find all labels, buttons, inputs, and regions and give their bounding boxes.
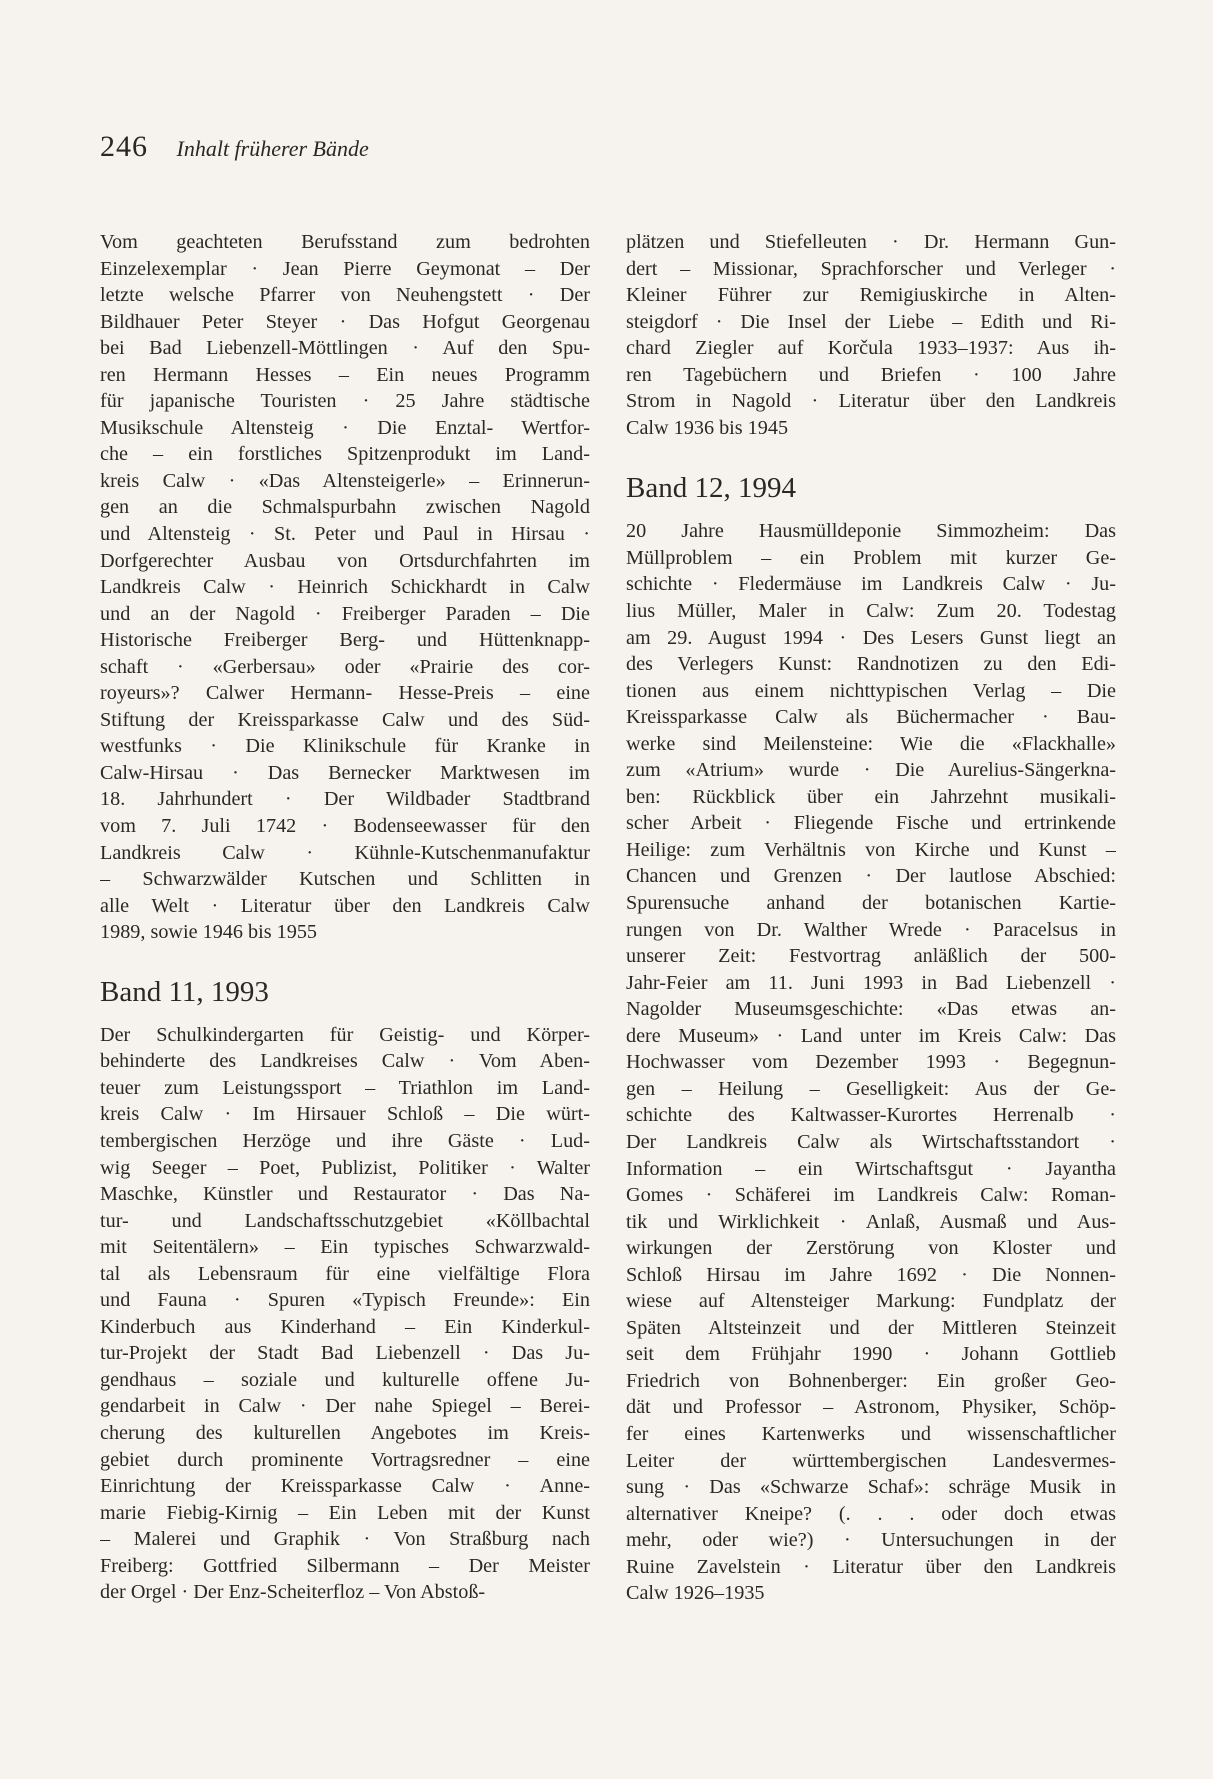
text-line: tik und Wirklichkeit · Anlaß, Ausmaß und Aus- (626, 1210, 1116, 1233)
text-line: ren Tagebüchern und Briefen · 100 Jahre (626, 363, 1116, 386)
text-line: und Altensteig · St. Peter und Paul in Hirsau · (100, 523, 590, 546)
text-line: schichte des Kaltwasser-Kurortes Herrenalb · (626, 1104, 1116, 1127)
text-line: mit Seitentälern» – Ein typisches Schwarzwald- (100, 1236, 590, 1259)
text-line: Späten Altsteinzeit und der Mittleren Steinzeit (626, 1316, 1116, 1339)
text-line: lius Müller, Maler in Calw: Zum 20. Todestag (626, 600, 1116, 623)
text-line: che – ein forstliches Spitzenprodukt im Land- (100, 443, 590, 466)
text-line: letzte welsche Pfarrer von Neuhengstett · Der (100, 284, 590, 307)
band-11-continued-text (626, 229, 1116, 441)
text-line: tur- und Landschaftsschutzgebiet «Köllbachtal (100, 1209, 590, 1232)
text-line: Calw 1926–1935 (626, 1582, 765, 1605)
text-line: westfunks · Die Klinikschule für Kranke in (100, 735, 590, 758)
text-line: plätzen und Stiefelleuten · Dr. Hermann Gun- (626, 231, 1116, 253)
text-line: Schloß Hirsau im Jahre 1692 · Die Nonnen- (626, 1263, 1116, 1286)
text-line: mehr, oder wie?) · Untersuchungen in der (626, 1529, 1116, 1552)
text-line: gendhaus – soziale und kulturelle offene Ju- (100, 1368, 590, 1391)
text-line: sung · Das «Schwarze Schaf»: schräge Musik in (626, 1476, 1116, 1499)
text-line: gendarbeit in Calw · Der nahe Spiegel – Berei- (100, 1395, 590, 1418)
text-line: Kleiner Führer zur Remigiuskirche in Alten- (626, 284, 1116, 307)
band-11-heading: Band 11, 1993 (100, 975, 269, 1008)
band-11-contents (100, 1022, 590, 1606)
text-line: Friedrich von Bohnenberger: Ein großer Geo- (626, 1369, 1116, 1392)
text-line: vom 7. Juli 1742 · Bodenseewasser für den (100, 815, 590, 838)
text-line: dere Museum» · Land unter im Kreis Calw: Das (626, 1024, 1116, 1047)
text-line: Kinderbuch aus Kinderhand – Ein Kinderkul- (100, 1315, 590, 1338)
text-line: Maschke, Künstler und Restaurator · Das Na- (100, 1183, 590, 1206)
text-line: 1989, sowie 1946 bis 1955 (100, 921, 318, 944)
right-column (626, 229, 1116, 1607)
text-line: Heilige: zum Verhältnis von Kirche und Kunst – (626, 838, 1116, 861)
text-line: cherung des kulturellen Angebotes im Kreis- (100, 1421, 590, 1444)
text-line: scher Arbeit · Fliegende Fische und ertrinkende (626, 812, 1116, 835)
text-line: kreis Calw · «Das Altensteigerle» – Erinnerun- (100, 469, 590, 492)
text-line: Leiter der württembergischen Landesvermes- (626, 1449, 1116, 1472)
text-line: unserer Zeit: Festvortrag anläßlich der 500- (626, 945, 1116, 968)
text-line: Landkreis Calw · Kühnle-Kutschenmanufaktur (100, 841, 590, 864)
text-line: Kreissparkasse Calw als Büchermacher · Bau- (626, 706, 1116, 729)
text-line: schichte · Fledermäuse im Landkreis Calw · Ju- (626, 573, 1116, 596)
text-line: teuer zum Leistungssport – Triathlon im Land- (100, 1076, 590, 1099)
text-line: zum «Atrium» wurde · Die Aurelius-Sängerkna- (626, 759, 1116, 782)
text-line: Calw-Hirsau · Das Bernecker Marktwesen im (100, 761, 590, 784)
text-line: Einzelexemplar · Jean Pierre Geymonat – Der (100, 257, 590, 280)
text-line: der Orgel · Der Enz-Scheiterfloz – Von Abstoß- (100, 1581, 486, 1604)
text-line: Bildhauer Peter Steyer · Das Hofgut Georgenau (100, 310, 590, 333)
text-line: Spurensuche anhand der botanischen Kartie- (626, 892, 1116, 915)
text-line: fer eines Kartenwerks und wissenschaftlicher (626, 1422, 1116, 1445)
text-line: kreis Calw · Im Hirsauer Schloß – Die würt- (100, 1103, 590, 1126)
text-line: rungen von Dr. Walther Wrede · Paracelsus in (626, 918, 1116, 941)
text-line: behinderte des Landkreises Calw · Vom Aben- (100, 1050, 590, 1073)
text-line: royeurs»? Calwer Hermann- Hesse-Preis – eine (100, 682, 590, 705)
text-line: Jahr-Feier am 11. Juni 1993 in Bad Liebenzell · (626, 971, 1116, 994)
text-line: steigdorf · Die Insel der Liebe – Edith und Ri- (626, 310, 1116, 333)
text-line: des Verlegers Kunst: Randnotizen zu den Edi- (626, 653, 1116, 676)
left-column (100, 229, 590, 1606)
text-line: Der Schulkindergarten für Geistig- und Körper- (100, 1023, 590, 1046)
text-line: schaft · «Gerbersau» oder «Prairie des cor- (100, 655, 590, 678)
text-line: Historische Freiberger Berg- und Hüttenknapp- (100, 629, 590, 652)
text-line: Landkreis Calw · Heinrich Schickhardt in Calw (100, 576, 590, 599)
text-line: für japanische Touristen · 25 Jahre städtische (100, 390, 590, 413)
text-line: ben: Rückblick über ein Jahrzehnt musikali- (626, 785, 1116, 808)
page-number: 246 (100, 130, 148, 163)
text-line: Der Landkreis Calw als Wirtschaftsstandort · (626, 1130, 1116, 1153)
running-head (100, 130, 369, 164)
text-line: und Fauna · Spuren «Typisch Freunde»: Ein (100, 1289, 590, 1312)
band-12-contents (626, 518, 1116, 1606)
text-line: – Malerei und Graphik · Von Straßburg nach (100, 1528, 590, 1551)
text-line: gebiet durch prominente Vortragsredner – eine (100, 1448, 590, 1471)
text-line: gen an die Schmalspurbahn zwischen Nagold (100, 496, 590, 519)
text-line: Strom in Nagold · Literatur über den Landkreis (626, 390, 1116, 413)
text-line: ren Hermann Hesses – Ein neues Programm (100, 363, 590, 386)
text-line: Freiberg: Gottfried Silbermann – Der Meister (100, 1554, 590, 1577)
text-line: Nagolder Museumsgeschichte: «Das etwas an- (626, 998, 1116, 1021)
text-line: und an der Nagold · Freiberger Paraden – Die (100, 602, 590, 625)
text-line: wig Seeger – Poet, Publizist, Politiker · Walter (100, 1156, 590, 1179)
text-line: Gomes · Schäferei im Landkreis Calw: Roman- (626, 1184, 1116, 1207)
text-line: Ruine Zavelstein · Literatur über den Landkreis (626, 1555, 1116, 1578)
text-line: Stiftung der Kreissparkasse Calw und des Süd- (100, 708, 590, 731)
text-line: Information – ein Wirtschaftsgut · Jayantha (626, 1157, 1116, 1180)
text-line: 18. Jahrhundert · Der Wildbader Stadtbrand (100, 788, 590, 811)
text-line: Calw 1936 bis 1945 (626, 416, 789, 439)
text-line: gen – Heilung – Geselligkeit: Aus der Ge- (626, 1077, 1116, 1100)
text-line: Einrichtung der Kreissparkasse Calw · Anne- (100, 1475, 590, 1498)
text-line: alternativer Kneipe? (. . . oder doch etwas (626, 1502, 1116, 1525)
text-line: tembergischen Herzöge und ihre Gäste · Lud- (100, 1129, 590, 1152)
text-line: tionen aus einem nichttypischen Verlag – Die (626, 679, 1116, 702)
text-line: Hochwasser vom Dezember 1993 · Begegnun- (626, 1051, 1116, 1074)
text-line: dät und Professor – Astronom, Physiker, Schöp- (626, 1396, 1116, 1419)
text-line: bei Bad Liebenzell-Möttlingen · Auf den Spu- (100, 337, 590, 360)
band-10-continued-text (100, 229, 590, 946)
text-line: alle Welt · Literatur über den Landkreis Calw (100, 894, 590, 917)
text-line: Vom geachteten Berufsstand zum bedrohten (100, 231, 590, 253)
text-line: Dorfgerechter Ausbau von Ortsdurchfahrten im (100, 549, 590, 572)
text-line: wirkungen der Zerstörung von Kloster und (626, 1237, 1116, 1260)
text-line: seit dem Frühjahr 1990 · Johann Gottlieb (626, 1343, 1116, 1366)
text-line: Chancen und Grenzen · Der lautlose Abschied: (626, 865, 1116, 888)
text-line: Müllproblem – ein Problem mit kurzer Ge- (626, 546, 1116, 569)
text-line: – Schwarzwälder Kutschen und Schlitten in (100, 868, 590, 891)
band-12-heading: Band 12, 1994 (626, 472, 796, 505)
text-line: wiese auf Altensteiger Markung: Fundplatz der (626, 1290, 1116, 1313)
text-line: tal als Lebensraum für eine vielfältige Flora (100, 1262, 590, 1285)
text-line: Musikschule Altensteig · Die Enztal- Wertfor- (100, 416, 590, 439)
text-line: dert – Missionar, Sprachforscher und Verleger · (626, 257, 1116, 280)
running-title: Inhalt früherer Bände (176, 136, 369, 161)
text-line: tur-Projekt der Stadt Bad Liebenzell · Das Ju- (100, 1342, 590, 1365)
text-line: 20 Jahre Hausmülldeponie Simmozheim: Das (626, 520, 1116, 543)
text-line: werke sind Meilensteine: Wie die «Flackhalle» (626, 732, 1116, 755)
text-line: chard Ziegler auf Korčula 1933–1937: Aus ih- (626, 337, 1116, 360)
text-line: marie Fiebig-Kirnig – Ein Leben mit der Kunst (100, 1501, 590, 1524)
text-line: am 29. August 1994 · Des Lesers Gunst liegt an (626, 626, 1116, 649)
